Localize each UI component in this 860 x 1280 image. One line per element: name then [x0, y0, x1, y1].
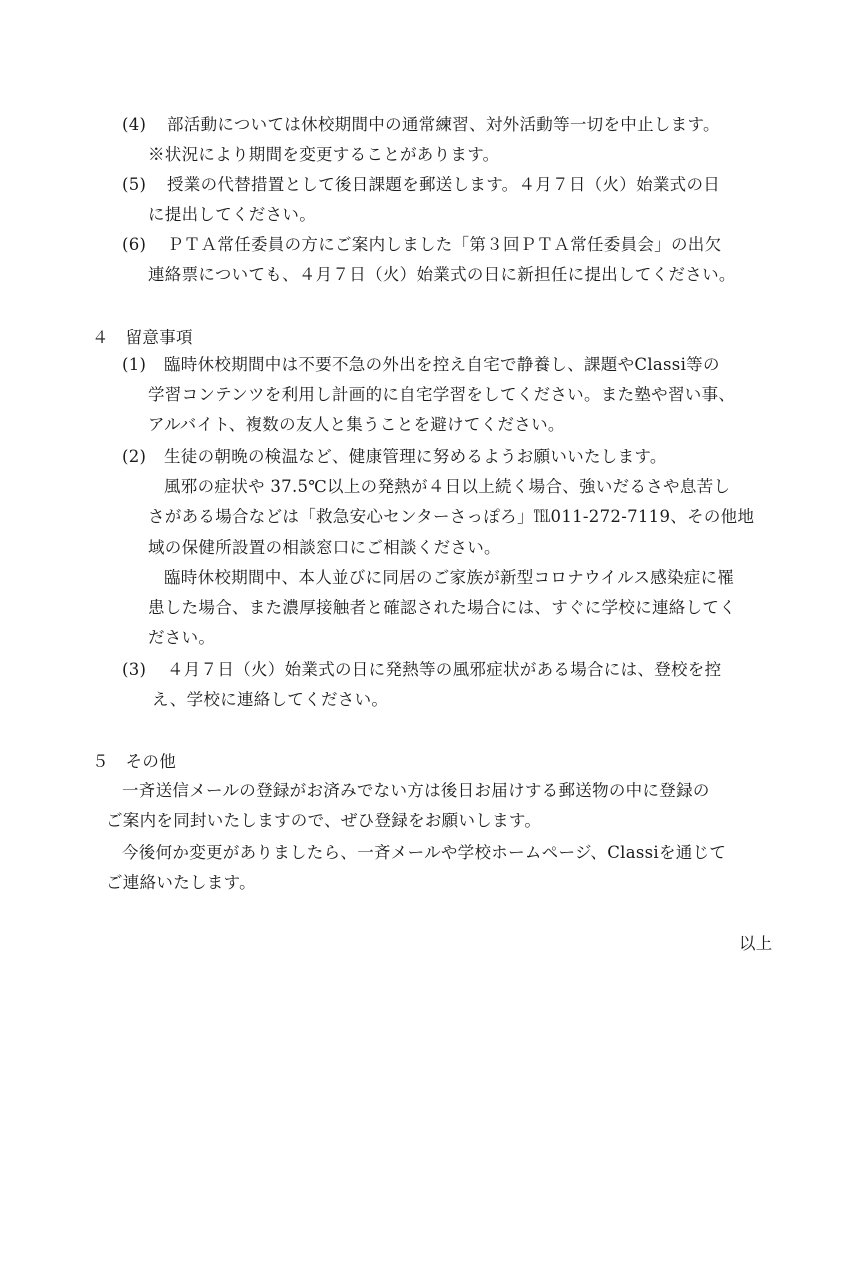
item-5-line-2: に提出してください。	[148, 205, 316, 224]
item-5-text: 授業の代替措置として後日課題を郵送します。４月７日（火）始業式の日	[167, 175, 721, 194]
item-6-line-2: 連絡票についても、４月７日（火）始業式の日に新担任に提出してください。	[148, 265, 736, 284]
section-4-2-line-1	[122, 447, 667, 467]
section-4-2-number: (2)	[122, 447, 147, 466]
section-5-para-2-line-1: 今後何か変更がありましたら、一斉メールや学校ホームページ、Classiを通じて	[122, 843, 727, 862]
section-5-heading: ５ その他	[92, 752, 176, 771]
item-5-line-1	[122, 175, 720, 195]
item-6-text: ＰＴＡ常任委員の方にご案内しました「第３回ＰＴＡ常任委員会」の出欠	[167, 235, 722, 254]
item-4-text: 部活動については休校期間中の通常練習、対外活動等一切を中止します。	[167, 115, 720, 134]
closing-text: 以上	[739, 934, 773, 953]
section-4-heading: ４ 留意事項	[92, 328, 193, 347]
item-6-number: (6)	[122, 235, 147, 254]
section-4-2-line-2: 風邪の症状や 37.5℃以上の発熱が４日以上続く場合、強いだるさや息苦し	[164, 477, 731, 496]
section-4-1-line-3: アルバイト、複数の友人と集うことを避けてください。	[148, 415, 565, 434]
item-4-number: (4)	[122, 115, 147, 134]
item-4-line-1	[122, 115, 720, 135]
section-5-para-2-line-2: ご連絡いたします。	[106, 873, 256, 892]
section-5-para-1-line-2: ご案内を同封いたしますので、ぜひ登録をお願いします。	[106, 811, 542, 830]
section-4-2-line-5: 臨時休校期間中、本人並びに同居のご家族が新型コロナウイルス感染症に罹	[164, 568, 735, 587]
section-4-2-text: 生徒の朝晩の検温など、健康管理に努めるようお願いいたします。	[164, 447, 667, 466]
section-4-3-line-2: え、学校に連絡してください。	[152, 690, 389, 709]
section-4-1-line-2: 学習コンテンツを利用し計画的に自宅学習をしてください。また塾や習い事、	[148, 385, 736, 404]
section-4-1-text: 臨時休校期間中は不要不急の外出を控え自宅で静養し、課題やClassi等の	[164, 355, 720, 374]
section-4-2-line-6: 患した場合、また濃厚接触者と確認された場合には、すぐに学校に連絡してく	[148, 598, 736, 617]
section-4-3-number: (3)	[122, 660, 147, 679]
section-4-3-line-1	[122, 660, 721, 680]
section-4-1-number: (1)	[122, 355, 147, 374]
section-4-3-text: ４月７日（火）始業式の日に発熱等の風邪症状がある場合には、登校を控	[167, 660, 722, 679]
section-4-2-line-3: さがある場合などは「救急安心センターさっぽろ」℡011-272-7119、その他地	[148, 507, 755, 526]
section-4-2-line-7: ださい。	[148, 628, 216, 647]
section-4-1-line-1	[122, 355, 720, 375]
section-5-para-1-line-1: 一斉送信メールの登録がお済みでない方は後日お届けする郵送物の中に登録の	[122, 781, 710, 800]
item-4-line-2: ※状況により期間を変更することがあります。	[148, 145, 500, 164]
item-6-line-1	[122, 235, 721, 255]
item-5-number: (5)	[122, 175, 147, 194]
section-4-2-line-4: 域の保健所設置の相談窓口にご相談ください。	[148, 538, 501, 557]
